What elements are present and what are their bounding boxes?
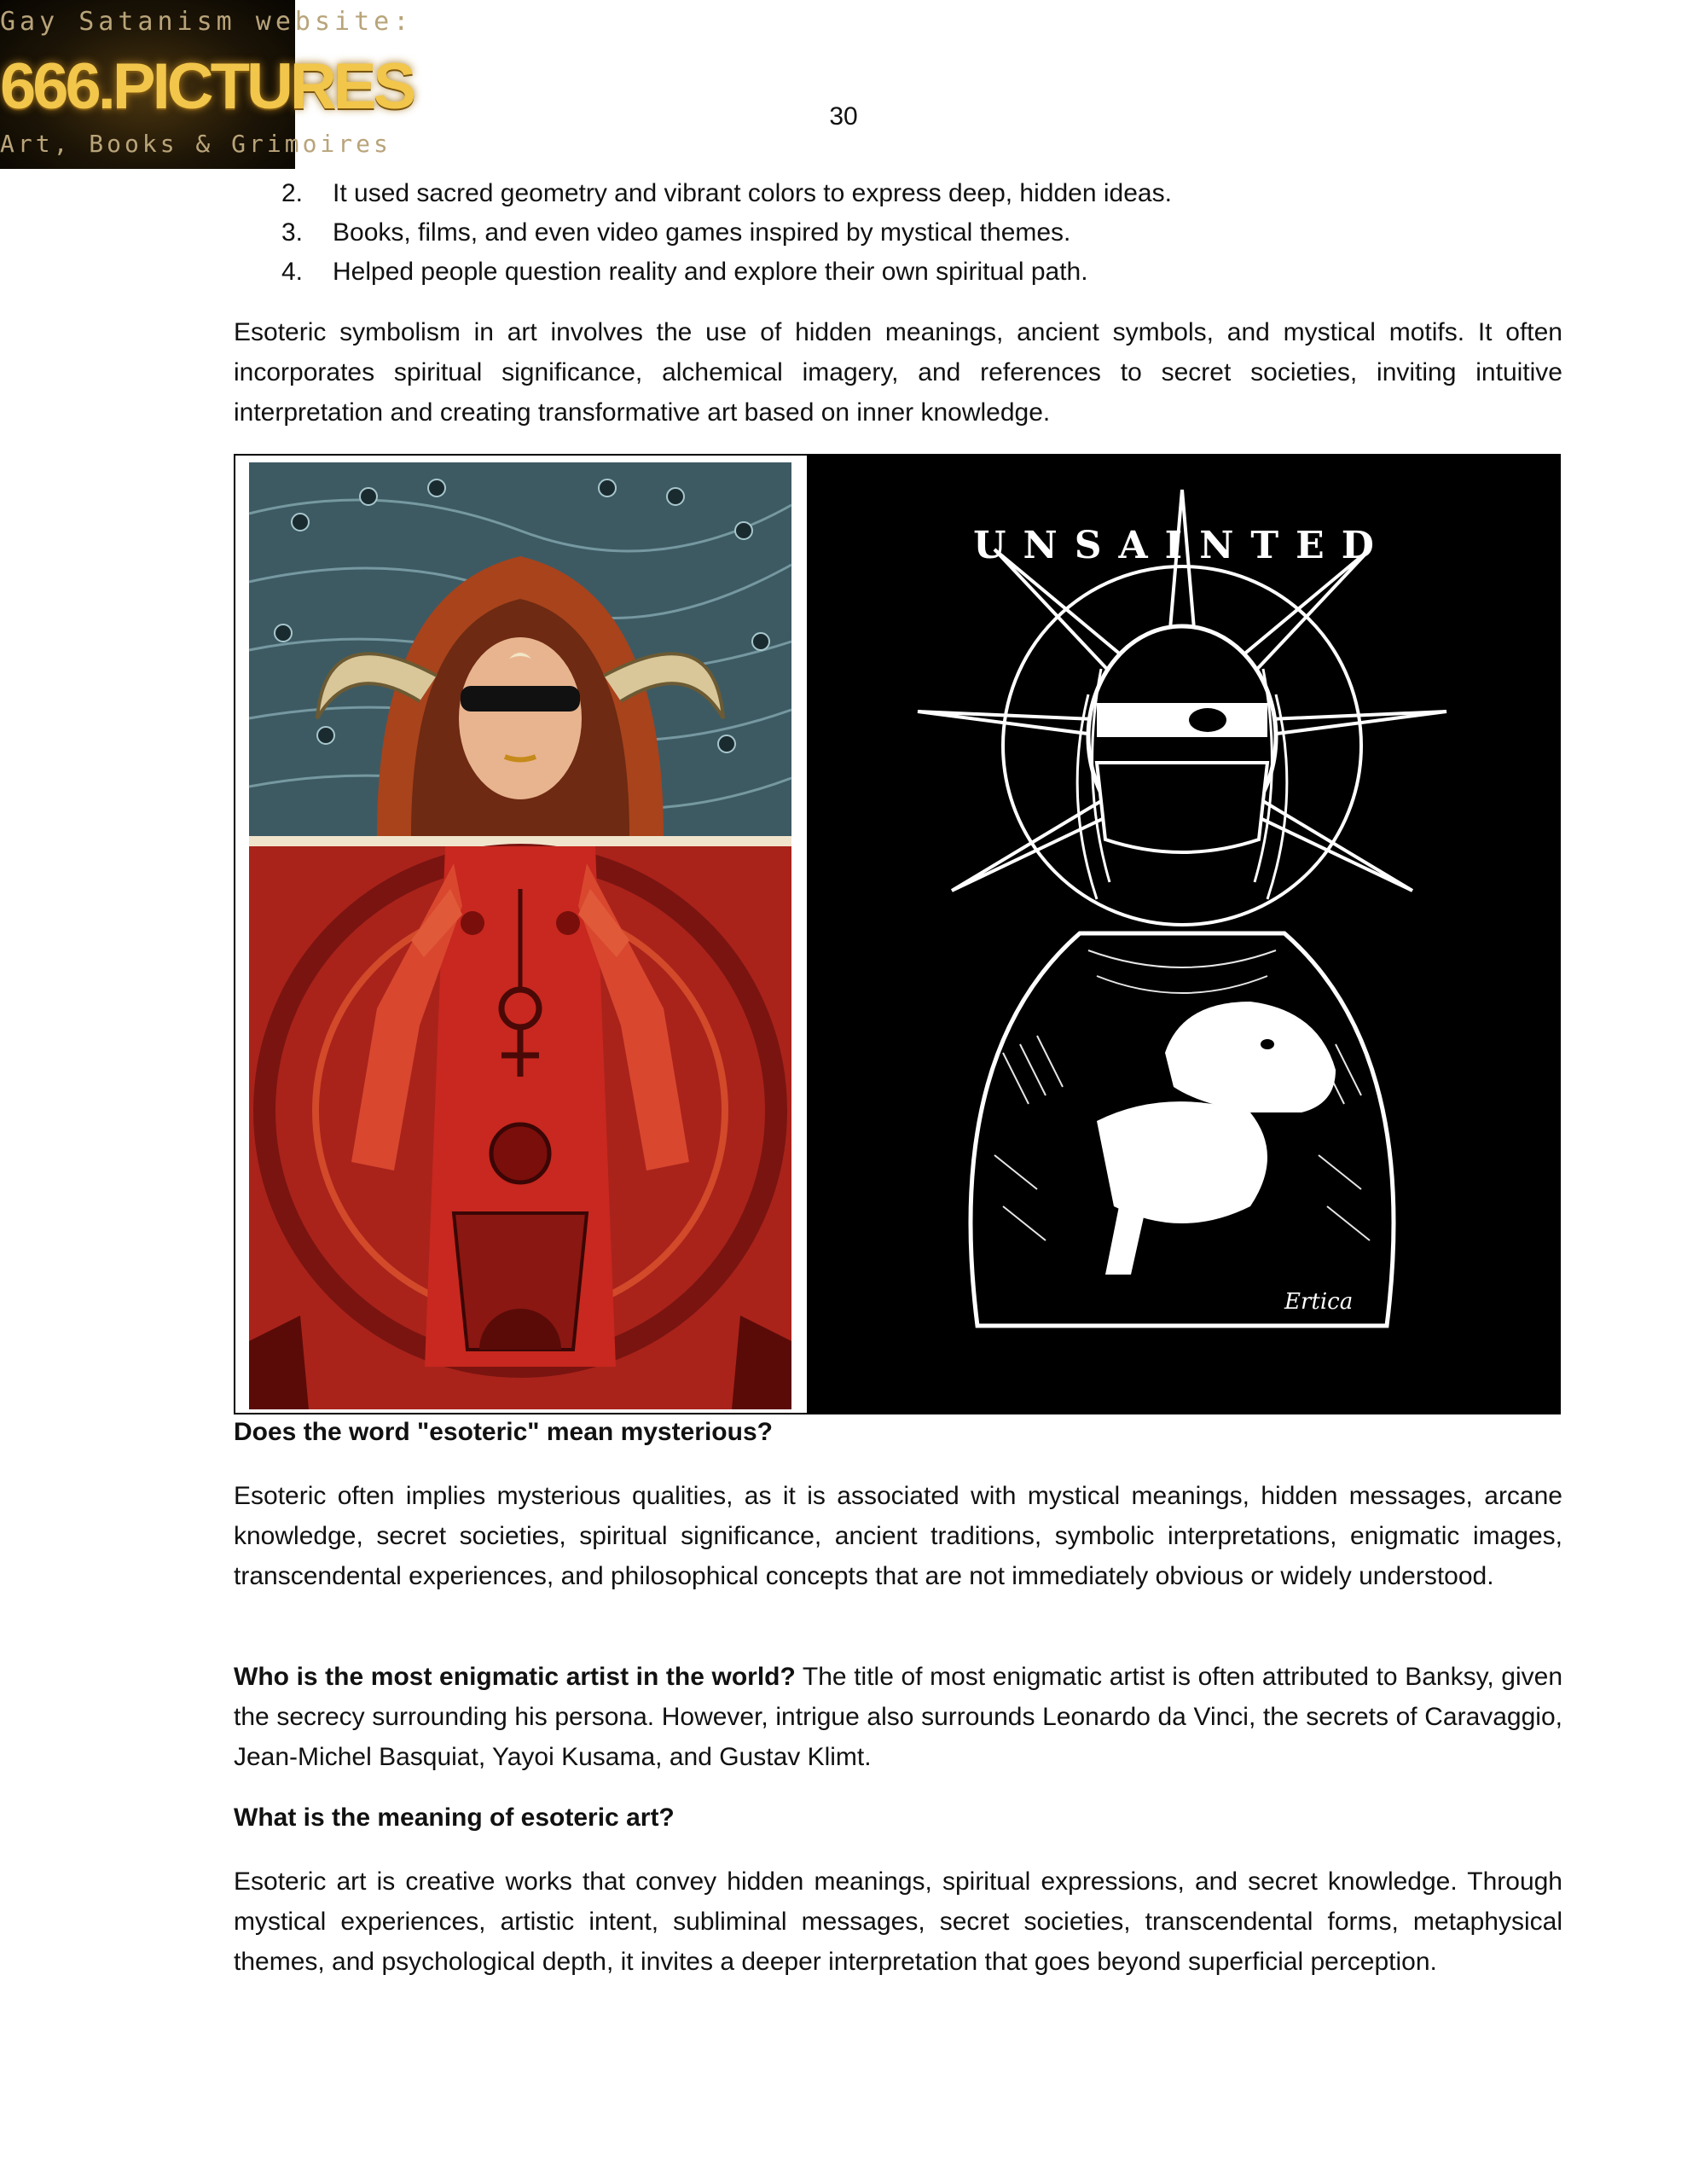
list-item-text: It used sacred geometry and vibrant colors to express deep, hidden ideas. — [333, 179, 1172, 207]
list-item-text: Books, films, and even video games inspired by mystical themes. — [333, 218, 1071, 247]
logo-tagline-bottom: Art, Books & Grimoires — [0, 130, 391, 158]
unsainted-artwork — [807, 456, 1561, 1414]
list-item-text: Helped people question reality and explore their own spiritual path. — [333, 258, 1088, 286]
list-item-number: 4. — [281, 258, 304, 286]
page-number: 30 — [829, 102, 858, 131]
answer-esoteric-art: Esoteric art is creative works that convey hidden meanings, spiritual expressions, and secret knowledge. Through mystical experiences, artistic intent, subliminal messages, secret societies, transcendental forms, metaphysical themes, and psychological depth, it invites a deeper interpretation that goes beyond superficial perception. — [234, 1867, 1562, 1976]
horned-goddess-artwork — [249, 462, 791, 1409]
artwork-figure — [234, 454, 1561, 1414]
question-heading-esoteric-mysterious: Does the word "esoteric" mean mysterious? — [234, 1418, 773, 1446]
question-heading-enigmatic-artist: Who is the most enigmatic artist in the world? — [234, 1663, 796, 1691]
list-item — [281, 213, 1561, 253]
list-item — [281, 174, 1561, 213]
list-item — [281, 253, 1561, 292]
intro-paragraph: Esoteric symbolism in art involves the use of hidden meanings, ancient symbols, and mystical motifs. It often incorporates spiritual significance, alchemical imagery, and references to secret societies, inviting intuitive interpretation and creating transformative art based on inner knowledge. — [234, 318, 1562, 427]
logo-tagline-top: Gay Satanism website: — [0, 7, 414, 37]
logo-wordmark: 666.PICTURES — [0, 50, 414, 123]
question-heading-esoteric-art: What is the meaning of esoteric art? — [234, 1804, 675, 1832]
art-signature: Ertica — [1284, 1289, 1354, 1315]
list-item-number: 2. — [281, 179, 304, 207]
list-item-number: 3. — [281, 218, 304, 247]
unsainted-art-text: UNSAINTED — [973, 524, 1391, 567]
numbered-list — [281, 174, 1561, 292]
answer-enigmatic-artist: The title of most enigmatic artist is often attributed to Banksy, given the secrecy surrounding his persona. However, intrigue also surrounds Leonardo da Vinci, the secrets of Caravaggio, Jean-Michel Basquiat, Yayoi Kusama, and Gustav Klimt. — [234, 1663, 1562, 1771]
answer-esoteric-mysterious: Esoteric often implies mysterious qualities, as it is associated with mystical meanings, hidden messages, arcane knowledge, secret societies, spiritual significance, ancient traditions, symbolic interpretations, enigmatic images, transcendental experiences, and philosophical concepts that are not immediately obvious or widely understood. — [234, 1482, 1562, 1590]
site-logo — [0, 0, 414, 169]
question-enigmatic-artist — [234, 1657, 1562, 1777]
